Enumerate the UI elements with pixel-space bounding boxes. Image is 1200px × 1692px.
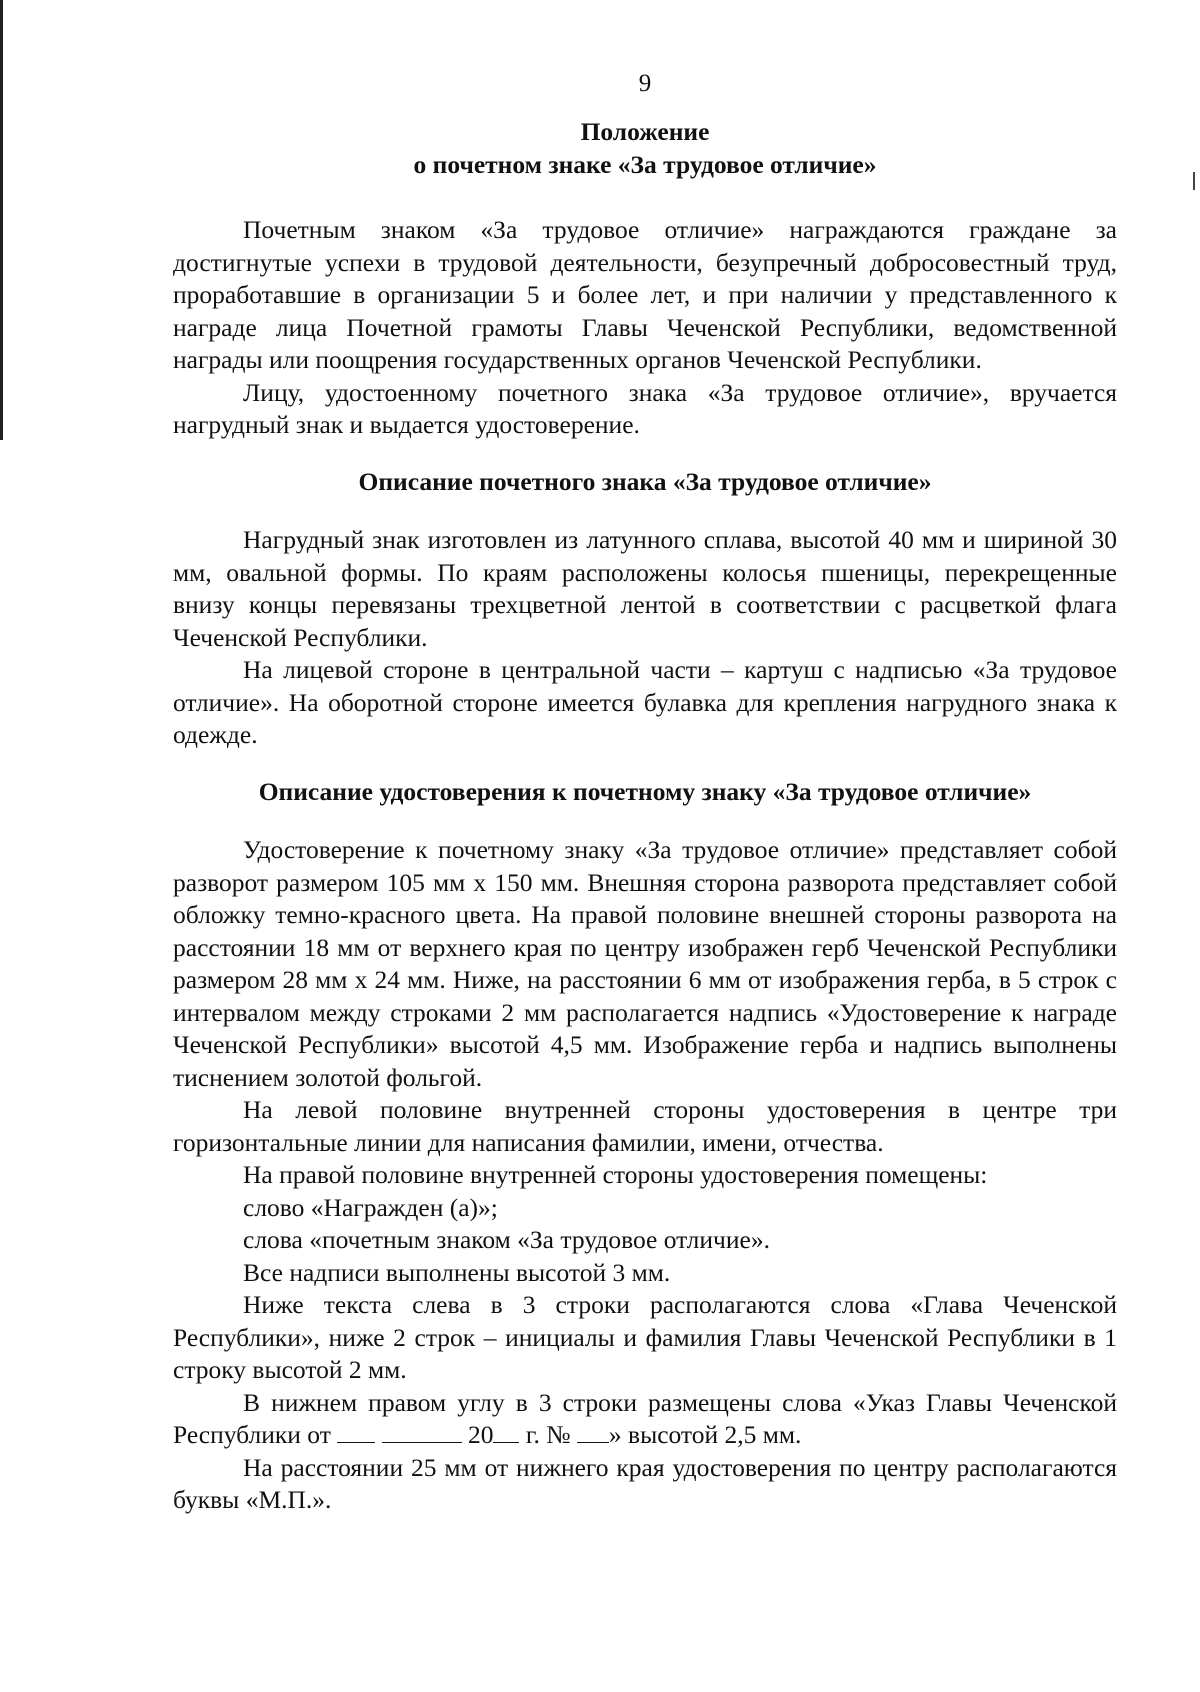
blank-day-line [337,1422,375,1443]
decree-text-start: В нижнем правом углу в 3 строки размещены слова «Указ Главы Чеченской Республики от [173,1387,1117,1449]
section-heading-certificate-description: Описание удостоверения к почетному знаку «За трудовое отличие» [258,776,1032,806]
decree-year-prefix: 20 [467,1420,494,1449]
paragraph-decree-line [173,1387,1117,1452]
list-line-badge-words: слова «почетным знаком «За трудовое отличие». [243,1225,770,1254]
list-line-right-side: На правой половине внутренней стороны удостоверения помещены: [243,1160,988,1189]
document-title-line1: Положение [580,117,710,146]
list-line-text-height: Все надписи выполнены высотой 3 мм. [243,1257,671,1287]
paragraph-certificate-cover: Удостоверение к почетному знаку «За трудовое отличие» представляет собой разворот размером 105 мм x 150 мм. Внешняя сторона разворота представляет собой обложку темно-красного цвета. На правой половине внешней стороны разворота на расстоянии 18 мм от верхнего края по центру изображен герб Чеченской Республики размером 28 мм x 24 мм. Ниже, на расстоянии 6 мм от изображения герба, в 5 строк с интервалом между строками 2 мм располагается надпись «Удостоверение к награде Чеченской Республики» высотой 4,5 мм. Изображение герба и надпись выполнены тиснением золотой фольгой. [173,835,1117,1092]
paragraph-signature-block: Ниже текста слева в 3 строки располагаются слова «Глава Чеченской Республики», ниже 2 строк – инициалы и фамилия Главы Чеченской Республики в 1 строку высотой 2 мм. [173,1290,1117,1384]
paragraph-badge-sides: На лицевой стороне в центральной части – картуш с надписью «За трудовое отличие». На оборотной стороне имеется булавка для крепления нагрудного знака к одежде. [173,655,1117,749]
paragraph-seal-placement: На расстоянии 25 мм от нижнего края удостоверения по центру располагаются буквы «М.П.». [173,1452,1117,1514]
blank-month-line [382,1422,462,1443]
scan-edge-left [0,0,3,440]
decree-text-end: » высотой 2,5 мм. [608,1420,802,1449]
paragraph-badge-material: Нагрудный знак изготовлен из латунного сплава, высотой 40 мм и шириной 30 мм, овальной формы. По краям расположены колосья пшеницы, перекрещенные внизу концы перевязаны трехцветной лентой в соответствии с расцветкой флага Чеченской Республики. [173,525,1117,652]
paragraph-certificate-left-side: На левой половине внутренней стороны удостоверения в центре три горизонтальные линии для написания фамилии, имени, отчества. [173,1095,1117,1157]
blank-number-line [577,1422,609,1443]
document-title-line2: о почетном знаке «За трудовое отличие» [413,149,877,179]
document-page [173,116,1117,1517]
list-line-awarded-word: слово «Награжден (а)»; [243,1192,498,1222]
scan-edge-right [1193,172,1195,190]
blank-year-line [493,1422,519,1443]
page-number: 9 [638,70,652,97]
paragraph-eligibility: Почетным знаком «За трудовое отличие» награждаются граждане за достигнутые успехи в трудовой деятельности, безупречный добросовестный труд, проработавшие в организации 5 и более лет, и при наличии у представленного к награде лица Почетной грамоты Главы Чеченской Республики, ведомственной награды или поощрения государственных органов Чеченской Республики. [173,215,1117,374]
decree-number-label: г. № [525,1420,571,1449]
section-heading-badge-description: Описание почетного знака «За трудовое отличие» [358,466,932,496]
paragraph-award-items: Лицу, удостоенному почетного знака «За трудовое отличие», вручается нагрудный знак и выдается удостоверение. [173,377,1117,439]
